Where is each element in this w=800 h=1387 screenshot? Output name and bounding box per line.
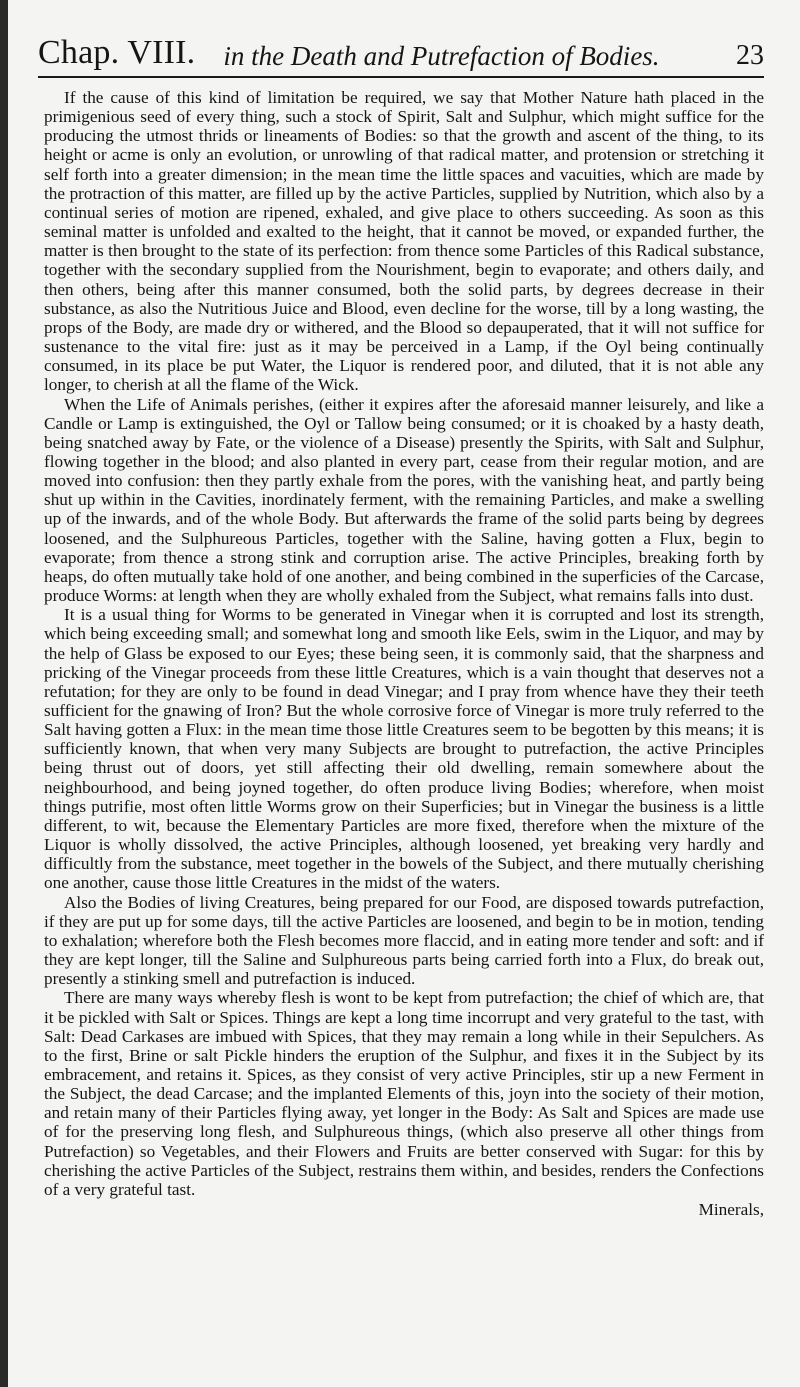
- page-edge-shadow: [0, 0, 8, 1387]
- paragraph-4: Also the Bodies of living Creatures, being prepared for our Food, are disposed towards putrefaction, if they are put up for some days, till the active Particles are loosened, and begin to be in motion, tending to exhalation; wherefore both the Flesh becomes more flaccid, and in eating more tender and soft: and if they are kept longer, till the Saline and Sulphureous parts being carried forth into a Flux, do break out, presently a stinking smell and putrefaction is induced.: [44, 892, 764, 989]
- paragraph-5: There are many ways whereby flesh is wont to be kept from putrefaction; the chief of which are, that it be pickled with Salt or Spices. Things are kept a long time incorrupt and very grateful to the tast, with Salt: Dead Carkases are imbued with Spices, that they may remain a long while in their Sepulchers. As to the first, Brine or salt Pickle hinders the eruption of the Sulphur, and fixes it in the Subject by its embracement, and retains it. Spices, as they consist of very active Principles, stir up a new Ferment in the Subject, the dead Carcase; and the implanted Elements of this, joyn into the society of their motion, and retain many of their Particles flying away, yet longer in the Body: As Salt and Spices are made use of for the preserving long flesh, and Sulphureous things, (which also preserve all other things from Putrefaction) so Vegetables, and their Flowers and Fruits are better conserved with Sugar: for this by cherishing the active Particles of the Subject, restrains them within, and besides, renders the Confections of a very grateful tast.: [44, 988, 764, 1199]
- chapter-label: Chap. VIII.: [38, 34, 196, 71]
- paragraph-1: If the cause of this kind of limitation be required, we say that Mother Nature hath placed in the primigenious seed of every thing, such a stock of Spirit, Salt and Sulphur, which might suffice for the producing the utmost thrids or lineaments of Bodies: so that the growth and ascent of the thing, to its height or acme is only an evolution, or unrowling of that radical matter, and protension or stretching it self forth into a greater dimension; in the mean time the little spaces and vacuities, which are made by the protraction of this matter, are filled up by the active Particles, supplied by Nutrition, which also by a continual series of motion are ripened, exhaled, and give place to others succeeding. As soon as this seminal matter is unfolded and exalted to the height, that it cannot be moved, or expanded further, the matter is then brought to the state of its perfection: from thence some Particles of this Radical substance, together with the secondary supplied from the Nourishment, begin to evaporate; and others daily, and then others, being after this manner consumed, both the solid parts, by degrees decrease in their substance, as also the Nutritious Juice and Blood, even decline for the worse, till by a long wasting, the props of the Body, are made dry or withered, and the Blood so depauperated, that it will not suffice for sustenance to the vital fire: just as it may be perceived in a Lamp, if the Oyl being continually consumed, in its place be put Water, the Liquor is rendered poor, and diluted, that it is not able any longer, to cherish at all the flame of the Wick.: [44, 88, 764, 395]
- running-title: in the Death and Putrefaction of Bodies.: [223, 41, 660, 71]
- paragraph-2: When the Life of Animals perishes, (either it expires after the aforesaid manner leisurely, and like a Candle or Lamp is extinguished, the Oyl or Tallow being consumed; or it is choaked by a hasty death, being snatched away by Fate, or the violence of a Disease) presently the Spirits, with Salt and Sulphur, flowing together in the blood; and also planted in every part, cease from their regular motion, and are moved into confusion: then they partly exhale from the pores, with the vanishing heat, and partly being shut up within in the Cavities, inordinately ferment, with the remaining Particles, and make a swelling up of the inwards, and of the whole Body. But afterwards the frame of the solid parts being by degrees loosened, and the Sulphureous Particles, together with the Saline, having gotten a Flux, begin to evaporate; from thence a strong stink and corruption arise. The active Principles, breaking forth by heaps, do often mutually take hold of one another, and being combined in the superficies of the Carcase, produce Worms: at length when they are wholly exhaled from the Subject, what remains falls into dust.: [44, 394, 764, 606]
- page-number: 23: [736, 40, 764, 71]
- page-header: [38, 34, 764, 78]
- catchword: Minerals,: [698, 1200, 764, 1220]
- paragraph-3: It is a usual thing for Worms to be generated in Vinegar when it is corrupted and lost its strength, which being exceeding small; and somewhat long and smooth like Eels, swim in the Liquor, and may by the help of Glass be exposed to our Eyes; these being seen, it is commonly said, that the sharpness and pricking of the Vinegar proceeds from these little Creatures, which is a vain thought that deserves not a refutation; for they are only to be found in dead Vinegar; and I pray from whence have they their teeth sufficient for the gnawing of Iron? But the whole corrosive force of Vinegar is more truly referred to the Salt having gotten a Flux: in the mean time those little Creatures seem to be begotten by this means; it is sufficiently known, that when very many Subjects are brought to putrefaction, the active Principles being thrust out of doors, yet still affecting their old dwelling, remain somewhere about the neighbourhood, and being joyned together, do often produce living Bodies; wherefore, when moist things putrifie, most often little Worms grow on their Superficies; but in Vinegar the business is a little different, to wit, because the Elementary Particles are more fixed, therefore when the mixture of the Liquor is wholly dissolved, the active Principles, although loosened, yet breaking very hardly and difficultly from the substance, meet together in the bowels of the Subject, and there mutually cherishing one another, cause those little Creatures in the midst of the waters.: [44, 605, 764, 893]
- body-text: [44, 88, 764, 1219]
